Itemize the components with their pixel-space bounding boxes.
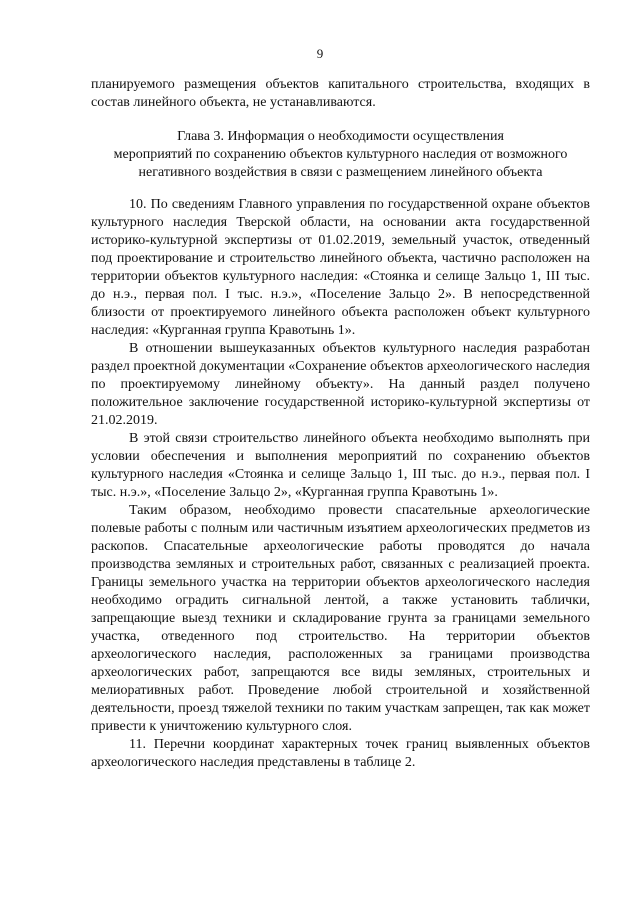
paragraph-construction-conditions: В этой связи строительство линейного объекта необходимо выполнять при условии обеспечения и выполнения мероприятий по сохранению объектов культурного наследия «Стоянка и селище Зальцо 1, III тыс. до н.э., первая пол. I тыс. н.э.», «Поселение Зальцо 2», «Курганная группа Кравотынь 1». [91, 431, 590, 500]
paragraph-11: 11. Перечни координат характерных точек границ выявленных объектов археологического наследия представлены в таблице 2. [91, 737, 590, 770]
page-number: 9 [316, 46, 324, 61]
paragraph-10: 10. По сведениям Главного управления по государственной охране объектов культурного наследия Тверской области, на основании акта государственной историко-культурной экспертизы от 01.02.2019, земельный участок, отведенный под проектирование и строительство линейного объекта, частично расположен на территории объектов культурного наследия: «Стоянка и селище Зальцо 1, III тыс. до н.э., первая пол. I тыс. н.э.», «Поселение Зальцо 2». В непосредственной близости от проектируемого линейного объекта расположен объект культурного наследия: «Курганная группа Кравотынь 1». [91, 197, 590, 338]
body-text [91, 196, 590, 772]
chapter-title [91, 128, 590, 182]
chapter-title-line-1: Глава 3. Информация о необходимости осуществления [177, 129, 504, 144]
intro-paragraph: планируемого размещения объектов капитального строительства, входящих в состав линейного объекта, не устанавливаются. [91, 77, 590, 110]
paragraph-rescue-works: Таким образом, необходимо провести спасательные археологические полевые работы с полным или частичным изъятием археологических предметов из раскопов. Спасательные археологические работы проводятся до начала производства земляных и строительных работ, связанных с реализацией проекта. Границы земельного участка на территории объектов археологического наследия необходимо оградить сигнальной лентой, а также установить таблички, запрещающие выезд техники и складирование грунта за границами земельного участка, отведенного под строительство. На территории объектов археологического наследия, расположенных за границами производства археологических работ, запрещаются все виды земляных, строительных и мелиоративных работ. Проведение любой строительной и хозяйственной деятельности, проезд тяжелой техники по таким участкам запрещен, так как может привести к уничтожению культурного слоя. [91, 503, 590, 734]
chapter-title-line-2: мероприятий по сохранению объектов культурного наследия от возможного [113, 147, 568, 162]
intro-paragraph-block [91, 76, 590, 112]
chapter-title-line-3: негативного воздействия в связи с размещением линейного объекта [138, 165, 543, 180]
paragraph-archaeological-section: В отношении вышеуказанных объектов культурного наследия разработан раздел проектной документации «Сохранение объектов археологического наследия по проектируемому линейному объекту». На данный раздел получено положительное заключение государственной историко-культурной экспертизы от 21.02.2019. [91, 341, 590, 428]
